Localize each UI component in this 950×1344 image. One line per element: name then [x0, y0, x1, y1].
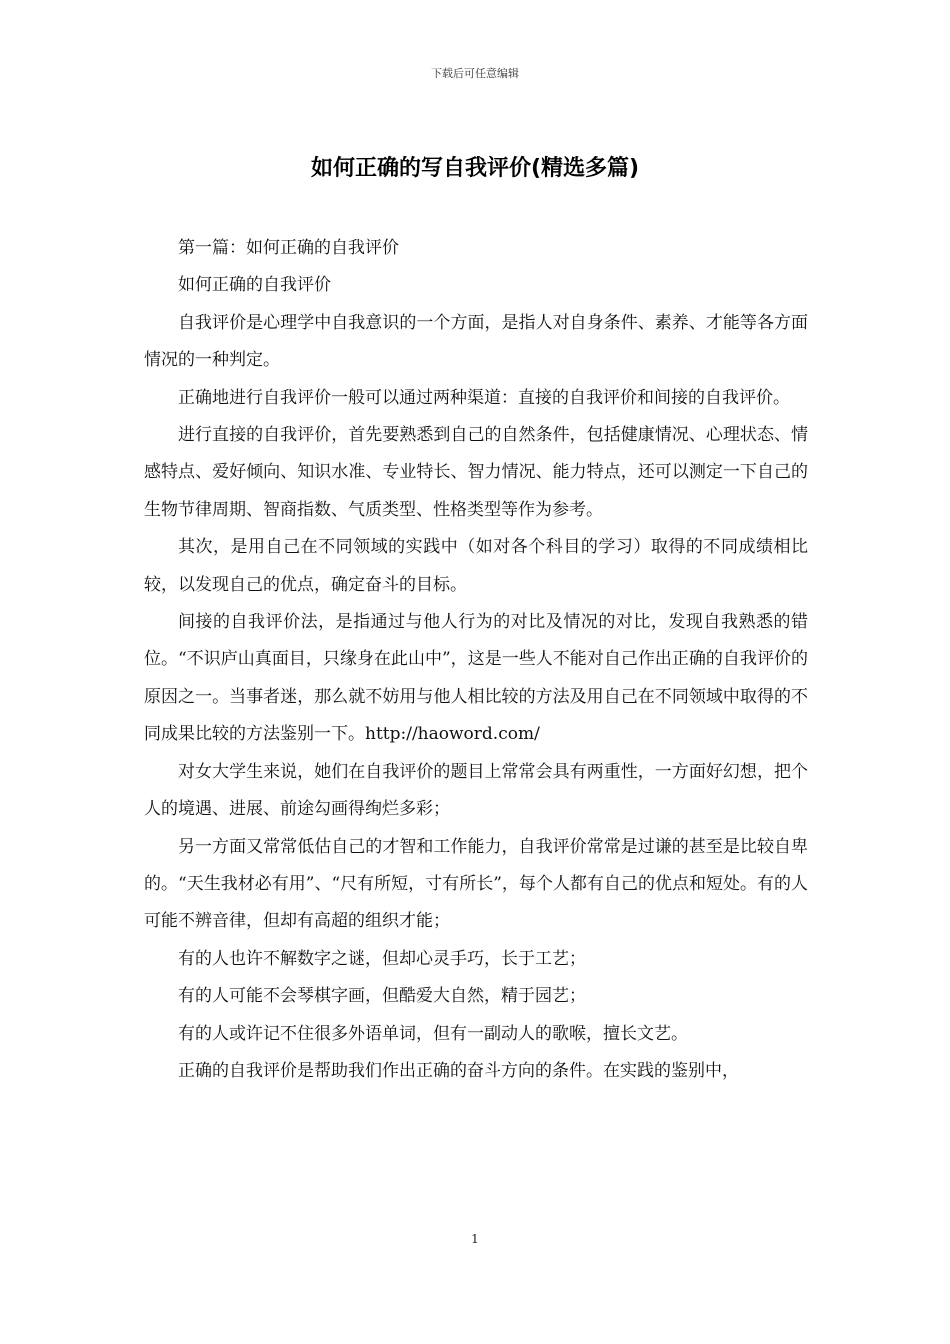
body-paragraph: 进行直接的自我评价，首先要熟悉到自己的自然条件，包括健康情况、心理状态、情感特点、爱好倾向、知识水准、专业特长、智力情况、能力特点，还可以测定一下自己的生物节律周期、智商指数、气质类型、性格类型等作为参考。: [144, 425, 808, 520]
page-number: 1: [471, 1232, 479, 1246]
document-body: [144, 230, 808, 1090]
document-title: 如何正确的写自我评价(精选多篇): [310, 156, 640, 181]
page-header-note: 下载后可任意编辑: [431, 67, 519, 80]
body-paragraph: 有的人也许不解数字之谜，但却心灵手巧，长于工艺；: [178, 948, 586, 969]
subsection-heading: 如何正确的自我评价: [178, 275, 331, 296]
body-paragraph: 有的人或许记不住很多外语单词，但有一副动人的歌喉，擅长文艺。: [178, 1023, 688, 1044]
body-paragraph: 有的人可能不会琴棋字画，但酷爱大自然，精于园艺；: [178, 986, 586, 1007]
section-heading: 第一篇：如何正确的自我评价: [178, 238, 399, 258]
body-paragraph: 对女大学生来说，她们在自我评价的题目上常常会具有两重性，一方面好幻想，把个人的境遇、进展、前途勾画得绚烂多彩；: [144, 761, 808, 820]
body-paragraph: 正确的自我评价是帮助我们作出正确的奋斗方向的条件。在实践的鉴别中，: [178, 1060, 739, 1081]
body-paragraph: 间接的自我评价法，是指通过与他人行为的对比及情况的对比，发现自我熟悉的错位。“不识庐山真面目，只缘身在此山中”，这是一些人不能对自己作出正确的自我评价的原因之一。当事者迷，那么就不妨用与他人相比较的方法及用自己在不同领域中取得的不同成果比较的方法鉴别一下。http://haoword.com/: [144, 612, 808, 745]
body-paragraph: 另一方面又常常低估自己的才智和工作能力，自我评价常常是过谦的甚至是比较自卑的。“天生我材必有用”、“尺有所短，寸有所长”，每个人都有自己的优点和短处。有的人可能不辨音律，但却有高超的组织才能；: [144, 836, 808, 932]
body-paragraph: 其次，是用自己在不同领域的实践中（如对各个科目的学习）取得的不同成绩相比较，以发现自己的优点，确定奋斗的目标。: [144, 537, 808, 595]
body-paragraph: 自我评价是心理学中自我意识的一个方面，是指人对自身条件、素养、才能等各方面情况的一种判定。: [144, 312, 808, 371]
body-paragraph: 正确地进行自我评价一般可以通过两种渠道：直接的自我评价和间接的自我评价。: [178, 387, 790, 408]
